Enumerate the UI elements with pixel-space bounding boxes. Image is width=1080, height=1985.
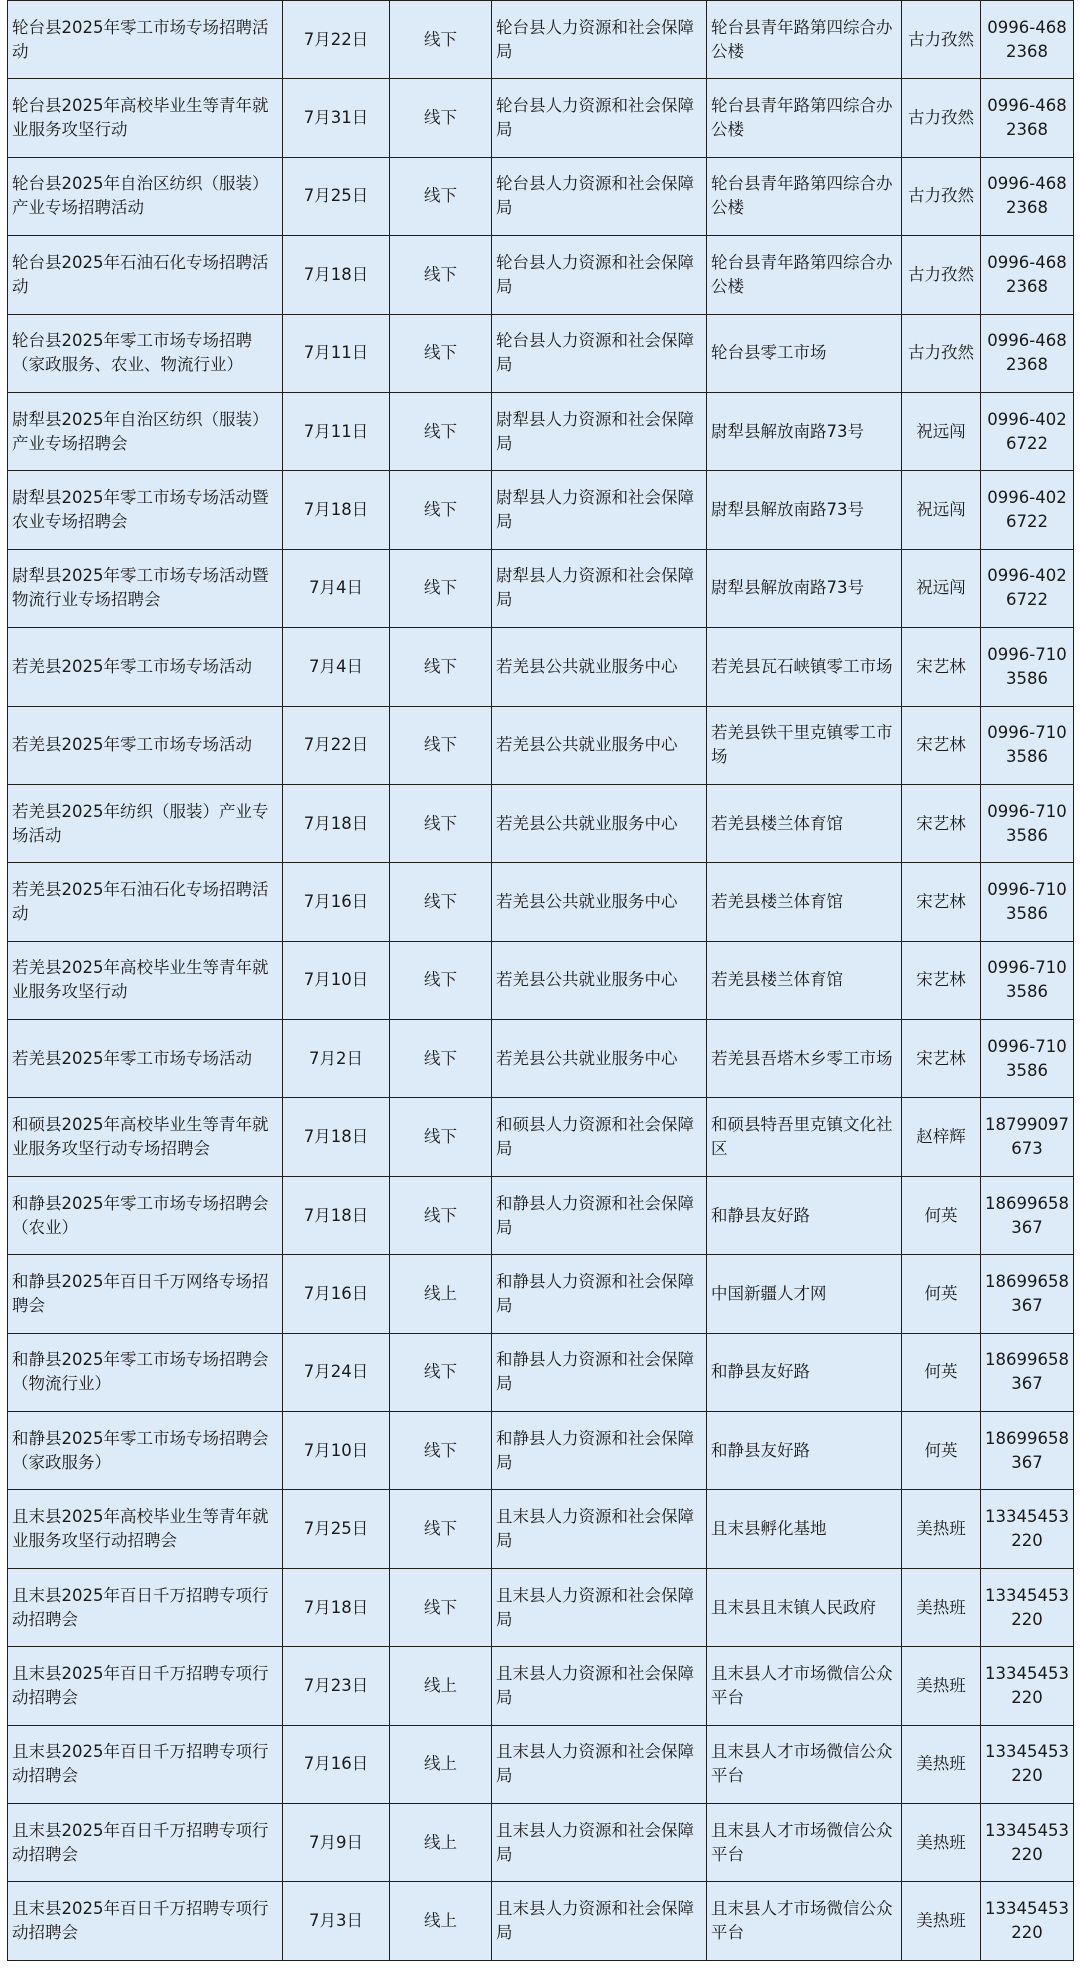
address-cell: 且末县人才市场微信公众平台 — [707, 1725, 902, 1803]
organizer-cell: 和静县人力资源和社会保障局 — [492, 1255, 707, 1333]
table-row — [8, 863, 1074, 941]
contact-person-cell: 古力孜然 — [902, 1, 981, 79]
contact-person-cell: 何英 — [902, 1255, 981, 1333]
event-name-cell: 且末县2025年百日千万招聘专项行动招聘会 — [8, 1647, 283, 1725]
event-date-cell: 7月16日 — [283, 1255, 390, 1333]
event-mode-cell: 线下 — [390, 1, 492, 79]
address-cell: 和硕县特吾里克镇文化社区 — [707, 1098, 902, 1176]
organizer-cell: 且末县人力资源和社会保障局 — [492, 1803, 707, 1881]
event-mode-cell: 线上 — [390, 1882, 492, 1960]
event-mode-cell: 线下 — [390, 1568, 492, 1646]
table-row — [8, 706, 1074, 784]
event-name-cell: 和静县2025年百日千万网络专场招聘会 — [8, 1255, 283, 1333]
phone-cell: 13345453220 — [981, 1725, 1074, 1803]
contact-person-cell: 宋艺林 — [902, 941, 981, 1019]
organizer-cell: 尉犁县人力资源和社会保障局 — [492, 392, 707, 470]
table-row — [8, 628, 1074, 706]
contact-person-cell: 宋艺林 — [902, 863, 981, 941]
event-date-cell: 7月18日 — [283, 1098, 390, 1176]
table-row — [8, 1333, 1074, 1411]
table-row — [8, 79, 1074, 157]
phone-cell: 0996-4026722 — [981, 471, 1074, 549]
event-date-cell: 7月4日 — [283, 628, 390, 706]
event-date-cell: 7月11日 — [283, 314, 390, 392]
organizer-cell: 尉犁县人力资源和社会保障局 — [492, 471, 707, 549]
phone-cell: 18799097673 — [981, 1098, 1074, 1176]
event-mode-cell: 线下 — [390, 1333, 492, 1411]
contact-person-cell: 古力孜然 — [902, 79, 981, 157]
organizer-cell: 若羌县公共就业服务中心 — [492, 628, 707, 706]
contact-person-cell: 美热班 — [902, 1647, 981, 1725]
table-row — [8, 941, 1074, 1019]
organizer-cell: 且末县人力资源和社会保障局 — [492, 1647, 707, 1725]
organizer-cell: 且末县人力资源和社会保障局 — [492, 1882, 707, 1960]
event-mode-cell: 线下 — [390, 471, 492, 549]
event-name-cell: 若羌县2025年零工市场专场活动 — [8, 706, 283, 784]
event-date-cell: 7月18日 — [283, 784, 390, 862]
contact-person-cell: 何英 — [902, 1412, 981, 1490]
organizer-cell: 轮台县人力资源和社会保障局 — [492, 236, 707, 314]
event-date-cell: 7月18日 — [283, 1568, 390, 1646]
contact-person-cell: 古力孜然 — [902, 157, 981, 235]
table-row — [8, 1098, 1074, 1176]
event-date-cell: 7月18日 — [283, 1176, 390, 1254]
event-mode-cell: 线下 — [390, 863, 492, 941]
event-mode-cell: 线下 — [390, 1098, 492, 1176]
phone-cell: 0996-7103586 — [981, 941, 1074, 1019]
event-name-cell: 若羌县2025年高校毕业生等青年就业服务攻坚行动 — [8, 941, 283, 1019]
event-mode-cell: 线下 — [390, 628, 492, 706]
organizer-cell: 和硕县人力资源和社会保障局 — [492, 1098, 707, 1176]
phone-cell: 0996-4026722 — [981, 392, 1074, 470]
event-name-cell: 轮台县2025年零工市场专场招聘（家政服务、农业、物流行业） — [8, 314, 283, 392]
organizer-cell: 若羌县公共就业服务中心 — [492, 706, 707, 784]
organizer-cell: 和静县人力资源和社会保障局 — [492, 1412, 707, 1490]
event-mode-cell: 线下 — [390, 79, 492, 157]
address-cell: 且末县人才市场微信公众平台 — [707, 1882, 902, 1960]
event-mode-cell: 线下 — [390, 941, 492, 1019]
event-date-cell: 7月22日 — [283, 706, 390, 784]
event-name-cell: 若羌县2025年石油石化专场招聘活动 — [8, 863, 283, 941]
contact-person-cell: 美热班 — [902, 1803, 981, 1881]
contact-person-cell: 祝远闯 — [902, 549, 981, 627]
table-row — [8, 1, 1074, 79]
event-date-cell: 7月16日 — [283, 1725, 390, 1803]
address-cell: 若羌县吾塔木乡零工市场 — [707, 1020, 902, 1098]
phone-cell: 0996-7103586 — [981, 784, 1074, 862]
address-cell: 轮台县青年路第四综合办公楼 — [707, 1, 902, 79]
event-mode-cell: 线上 — [390, 1647, 492, 1725]
table-row — [8, 1725, 1074, 1803]
event-date-cell: 7月16日 — [283, 863, 390, 941]
event-date-cell: 7月31日 — [283, 79, 390, 157]
table-row — [8, 784, 1074, 862]
phone-cell: 13345453220 — [981, 1490, 1074, 1568]
event-name-cell: 且末县2025年百日千万招聘专项行动招聘会 — [8, 1568, 283, 1646]
phone-cell: 13345453220 — [981, 1568, 1074, 1646]
table-row — [8, 236, 1074, 314]
contact-person-cell: 宋艺林 — [902, 1020, 981, 1098]
table-row — [8, 1412, 1074, 1490]
event-date-cell: 7月11日 — [283, 392, 390, 470]
contact-person-cell: 美热班 — [902, 1490, 981, 1568]
address-cell: 且末县人才市场微信公众平台 — [707, 1647, 902, 1725]
event-name-cell: 和硕县2025年高校毕业生等青年就业服务攻坚行动专场招聘会 — [8, 1098, 283, 1176]
event-date-cell: 7月25日 — [283, 1490, 390, 1568]
event-name-cell: 尉犁县2025年零工市场专场活动暨物流行业专场招聘会 — [8, 549, 283, 627]
event-name-cell: 若羌县2025年零工市场专场活动 — [8, 628, 283, 706]
phone-cell: 13345453220 — [981, 1803, 1074, 1881]
event-name-cell: 且末县2025年百日千万招聘专项行动招聘会 — [8, 1803, 283, 1881]
phone-cell: 18699658367 — [981, 1255, 1074, 1333]
event-mode-cell: 线下 — [390, 392, 492, 470]
table-row — [8, 471, 1074, 549]
event-mode-cell: 线下 — [390, 1490, 492, 1568]
organizer-cell: 若羌县公共就业服务中心 — [492, 941, 707, 1019]
event-name-cell: 和静县2025年零工市场专场招聘会（家政服务） — [8, 1412, 283, 1490]
event-mode-cell: 线下 — [390, 706, 492, 784]
event-mode-cell: 线上 — [390, 1255, 492, 1333]
contact-person-cell: 古力孜然 — [902, 314, 981, 392]
table-row — [8, 1803, 1074, 1881]
table-row — [8, 1568, 1074, 1646]
organizer-cell: 若羌县公共就业服务中心 — [492, 784, 707, 862]
address-cell: 若羌县楼兰体育馆 — [707, 863, 902, 941]
event-mode-cell: 线下 — [390, 314, 492, 392]
table-row — [8, 392, 1074, 470]
phone-cell: 18699658367 — [981, 1176, 1074, 1254]
phone-cell: 0996-4026722 — [981, 549, 1074, 627]
address-cell: 若羌县楼兰体育馆 — [707, 784, 902, 862]
phone-cell: 13345453220 — [981, 1882, 1074, 1960]
event-date-cell: 7月23日 — [283, 1647, 390, 1725]
job-fair-table — [7, 0, 1074, 1961]
address-cell: 和静县友好路 — [707, 1333, 902, 1411]
organizer-cell: 轮台县人力资源和社会保障局 — [492, 1, 707, 79]
organizer-cell: 且末县人力资源和社会保障局 — [492, 1490, 707, 1568]
organizer-cell: 轮台县人力资源和社会保障局 — [492, 79, 707, 157]
event-name-cell: 轮台县2025年石油石化专场招聘活动 — [8, 236, 283, 314]
table-row — [8, 1255, 1074, 1333]
organizer-cell: 轮台县人力资源和社会保障局 — [492, 314, 707, 392]
phone-cell: 0996-4682368 — [981, 314, 1074, 392]
contact-person-cell: 祝远闯 — [902, 471, 981, 549]
event-date-cell: 7月9日 — [283, 1803, 390, 1881]
phone-cell: 18699658367 — [981, 1412, 1074, 1490]
phone-cell: 0996-7103586 — [981, 863, 1074, 941]
event-date-cell: 7月3日 — [283, 1882, 390, 1960]
table-row — [8, 1647, 1074, 1725]
event-name-cell: 和静县2025年零工市场专场招聘会（农业） — [8, 1176, 283, 1254]
address-cell: 中国新疆人才网 — [707, 1255, 902, 1333]
job-fair-schedule-sheet — [7, 0, 1073, 1961]
address-cell: 且末县且末镇人民政府 — [707, 1568, 902, 1646]
table-row — [8, 314, 1074, 392]
event-name-cell: 且末县2025年高校毕业生等青年就业服务攻坚行动招聘会 — [8, 1490, 283, 1568]
address-cell: 尉犁县解放南路73号 — [707, 471, 902, 549]
contact-person-cell: 宋艺林 — [902, 628, 981, 706]
event-name-cell: 轮台县2025年高校毕业生等青年就业服务攻坚行动 — [8, 79, 283, 157]
table-row — [8, 1490, 1074, 1568]
address-cell: 和静县友好路 — [707, 1412, 902, 1490]
event-mode-cell: 线下 — [390, 784, 492, 862]
event-date-cell: 7月10日 — [283, 941, 390, 1019]
event-mode-cell: 线下 — [390, 549, 492, 627]
contact-person-cell: 宋艺林 — [902, 706, 981, 784]
table-body — [8, 1, 1074, 1961]
contact-person-cell: 何英 — [902, 1333, 981, 1411]
event-name-cell: 轮台县2025年零工市场专场招聘活动 — [8, 1, 283, 79]
event-date-cell: 7月18日 — [283, 471, 390, 549]
address-cell: 且末县孵化基地 — [707, 1490, 902, 1568]
phone-cell: 13345453220 — [981, 1647, 1074, 1725]
contact-person-cell: 美热班 — [902, 1725, 981, 1803]
phone-cell: 0996-7103586 — [981, 1020, 1074, 1098]
event-date-cell: 7月2日 — [283, 1020, 390, 1098]
phone-cell: 0996-7103586 — [981, 706, 1074, 784]
address-cell: 若羌县楼兰体育馆 — [707, 941, 902, 1019]
phone-cell: 0996-4682368 — [981, 236, 1074, 314]
phone-cell: 0996-7103586 — [981, 628, 1074, 706]
event-mode-cell: 线上 — [390, 1803, 492, 1881]
address-cell: 若羌县瓦石峡镇零工市场 — [707, 628, 902, 706]
event-mode-cell: 线上 — [390, 1725, 492, 1803]
contact-person-cell: 美热班 — [902, 1568, 981, 1646]
organizer-cell: 且末县人力资源和社会保障局 — [492, 1725, 707, 1803]
contact-person-cell: 美热班 — [902, 1882, 981, 1960]
event-name-cell: 且末县2025年百日千万招聘专项行动招聘会 — [8, 1725, 283, 1803]
phone-cell: 18699658367 — [981, 1333, 1074, 1411]
address-cell: 轮台县零工市场 — [707, 314, 902, 392]
phone-cell: 0996-4682368 — [981, 1, 1074, 79]
organizer-cell: 若羌县公共就业服务中心 — [492, 863, 707, 941]
organizer-cell: 和静县人力资源和社会保障局 — [492, 1333, 707, 1411]
event-date-cell: 7月4日 — [283, 549, 390, 627]
address-cell: 尉犁县解放南路73号 — [707, 549, 902, 627]
event-date-cell: 7月10日 — [283, 1412, 390, 1490]
event-name-cell: 且末县2025年百日千万招聘专项行动招聘会 — [8, 1882, 283, 1960]
event-mode-cell: 线下 — [390, 1020, 492, 1098]
event-name-cell: 尉犁县2025年自治区纺织（服装）产业专场招聘会 — [8, 392, 283, 470]
organizer-cell: 轮台县人力资源和社会保障局 — [492, 157, 707, 235]
address-cell: 轮台县青年路第四综合办公楼 — [707, 236, 902, 314]
event-name-cell: 若羌县2025年零工市场专场活动 — [8, 1020, 283, 1098]
table-row — [8, 1020, 1074, 1098]
event-mode-cell: 线下 — [390, 157, 492, 235]
contact-person-cell: 祝远闯 — [902, 392, 981, 470]
contact-person-cell: 宋艺林 — [902, 784, 981, 862]
table-row — [8, 549, 1074, 627]
phone-cell: 0996-4682368 — [981, 79, 1074, 157]
event-mode-cell: 线下 — [390, 236, 492, 314]
address-cell: 若羌县铁干里克镇零工市场 — [707, 706, 902, 784]
table-row — [8, 1176, 1074, 1254]
table-row — [8, 1882, 1074, 1960]
contact-person-cell: 古力孜然 — [902, 236, 981, 314]
event-name-cell: 和静县2025年零工市场专场招聘会（物流行业） — [8, 1333, 283, 1411]
organizer-cell: 尉犁县人力资源和社会保障局 — [492, 549, 707, 627]
address-cell: 且末县人才市场微信公众平台 — [707, 1803, 902, 1881]
event-date-cell: 7月18日 — [283, 236, 390, 314]
event-mode-cell: 线下 — [390, 1176, 492, 1254]
contact-person-cell: 赵梓辉 — [902, 1098, 981, 1176]
organizer-cell: 若羌县公共就业服务中心 — [492, 1020, 707, 1098]
event-mode-cell: 线下 — [390, 1412, 492, 1490]
address-cell: 和静县友好路 — [707, 1176, 902, 1254]
event-name-cell: 尉犁县2025年零工市场专场活动暨农业专场招聘会 — [8, 471, 283, 549]
event-name-cell: 轮台县2025年自治区纺织（服装）产业专场招聘活动 — [8, 157, 283, 235]
event-date-cell: 7月25日 — [283, 157, 390, 235]
table-row — [8, 157, 1074, 235]
organizer-cell: 且末县人力资源和社会保障局 — [492, 1568, 707, 1646]
address-cell: 尉犁县解放南路73号 — [707, 392, 902, 470]
contact-person-cell: 何英 — [902, 1176, 981, 1254]
phone-cell: 0996-4682368 — [981, 157, 1074, 235]
event-date-cell: 7月22日 — [283, 1, 390, 79]
address-cell: 轮台县青年路第四综合办公楼 — [707, 79, 902, 157]
organizer-cell: 和静县人力资源和社会保障局 — [492, 1176, 707, 1254]
event-name-cell: 若羌县2025年纺织（服装）产业专场活动 — [8, 784, 283, 862]
address-cell: 轮台县青年路第四综合办公楼 — [707, 157, 902, 235]
event-date-cell: 7月24日 — [283, 1333, 390, 1411]
